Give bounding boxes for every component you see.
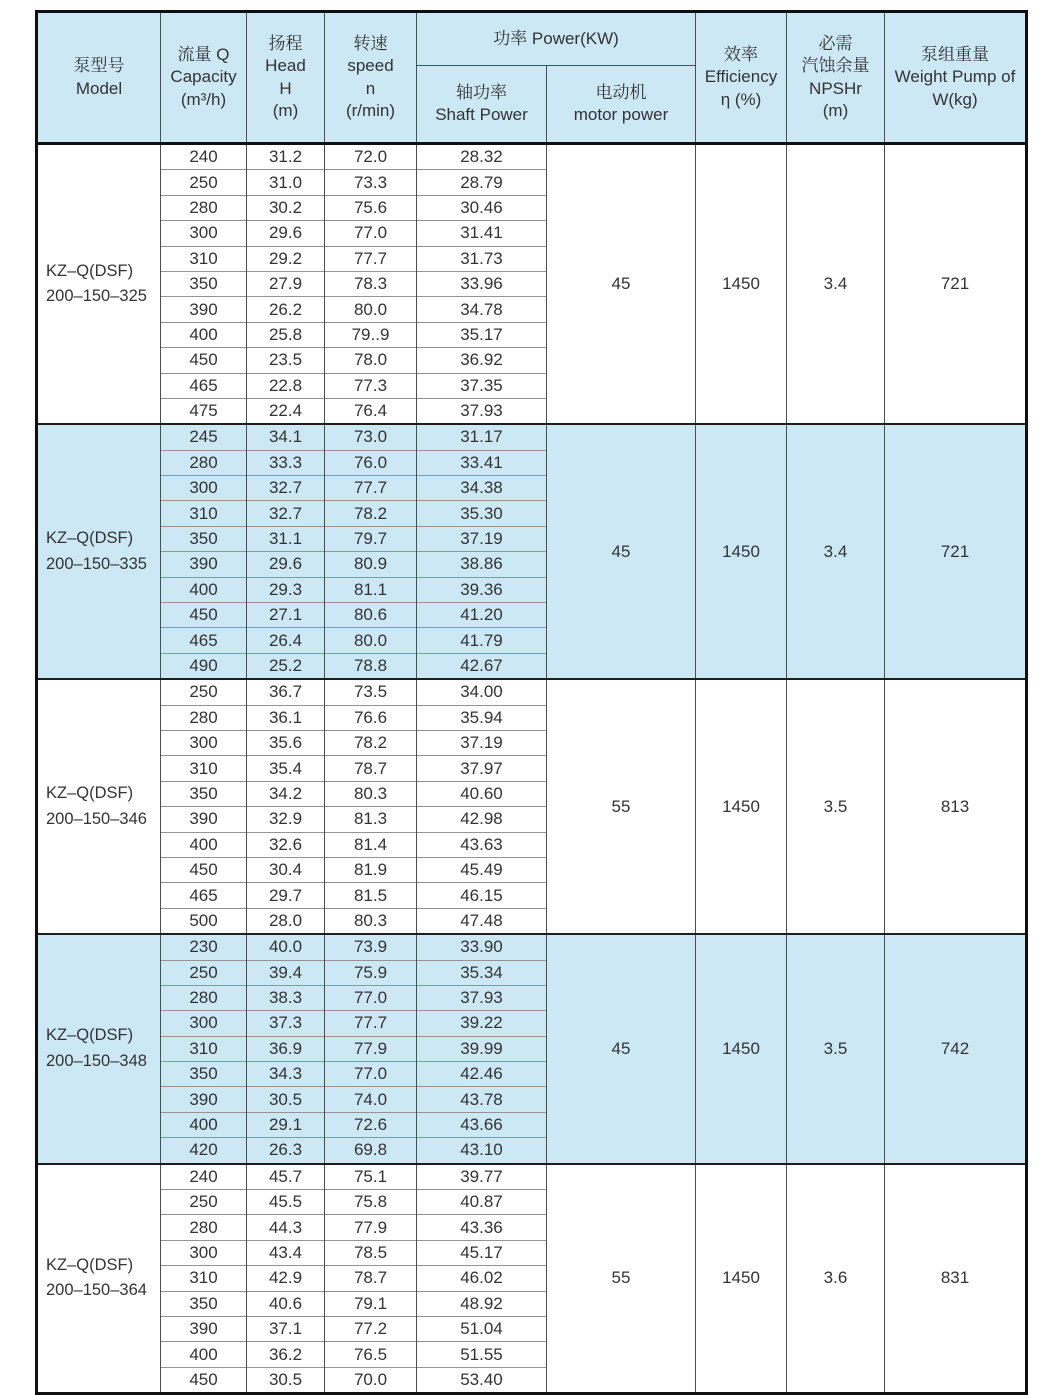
cell-head: 34.1 [247,424,325,450]
table-header [37,12,1027,144]
cell-head: 44.3 [247,1215,325,1240]
cell-head: 36.2 [247,1342,325,1367]
cell-head: 30.4 [247,857,325,882]
cell-weight: 742 [885,934,1027,1164]
cell-head: 32.7 [247,476,325,501]
cell-capacity: 400 [161,1342,247,1367]
cell-head: 36.7 [247,679,325,705]
cell-head: 26.3 [247,1138,325,1164]
cell-capacity: 250 [161,170,247,195]
cell-shaft-power: 34.38 [417,476,547,501]
cell-shaft-power: 37.19 [417,730,547,755]
header-weight: 泵组重量 Weight Pump of W(kg) [885,12,1027,144]
cell-shaft-power: 43.36 [417,1215,547,1240]
cell-head: 35.6 [247,730,325,755]
cell-capacity: 240 [161,144,247,170]
cell-model: KZ–Q(DSF) 200–150–346 [37,679,161,934]
cell-speed: 77.7 [325,246,417,271]
header-efficiency: 效率 Efficiency η (%) [696,12,787,144]
cell-capacity: 240 [161,1164,247,1190]
cell-capacity: 450 [161,603,247,628]
pump-specification-table [35,10,1028,1395]
cell-capacity: 350 [161,781,247,806]
cell-speed: 78.8 [325,653,417,679]
cell-head: 35.4 [247,756,325,781]
cell-speed: 79.1 [325,1291,417,1316]
cell-shaft-power: 37.93 [417,398,547,424]
header-power-group: 功率 Power(KW) [417,12,696,66]
header-motor-power: 电动机 motor power [547,66,696,144]
cell-speed: 78.5 [325,1240,417,1265]
cell-capacity: 400 [161,322,247,347]
cell-shaft-power: 33.41 [417,450,547,475]
cell-speed: 75.6 [325,195,417,220]
cell-capacity: 310 [161,1036,247,1061]
cell-capacity: 390 [161,807,247,832]
cell-head: 23.5 [247,348,325,373]
cell-capacity: 230 [161,934,247,960]
cell-capacity: 400 [161,1112,247,1137]
cell-head: 29.1 [247,1112,325,1137]
cell-shaft-power: 34.00 [417,679,547,705]
cell-capacity: 450 [161,1367,247,1393]
table-row [37,424,1027,450]
cell-shaft-power: 46.15 [417,883,547,908]
cell-model: KZ–Q(DSF) 200–150–335 [37,424,161,679]
table-row [37,1164,1027,1190]
cell-head: 45.5 [247,1190,325,1215]
cell-speed: 78.3 [325,271,417,296]
cell-head: 32.7 [247,501,325,526]
cell-shaft-power: 39.99 [417,1036,547,1061]
cell-shaft-power: 37.93 [417,985,547,1010]
cell-head: 30.2 [247,195,325,220]
cell-capacity: 350 [161,1062,247,1087]
cell-head: 31.1 [247,526,325,551]
cell-speed: 80.9 [325,552,417,577]
cell-head: 29.2 [247,246,325,271]
cell-capacity: 465 [161,373,247,398]
cell-motor-power: 45 [547,424,696,679]
cell-speed: 81.5 [325,883,417,908]
cell-shaft-power: 41.79 [417,628,547,653]
cell-speed: 77.7 [325,1011,417,1036]
cell-head: 27.1 [247,603,325,628]
cell-head: 39.4 [247,960,325,985]
cell-head: 38.3 [247,985,325,1010]
cell-capacity: 465 [161,628,247,653]
cell-model: KZ–Q(DSF) 200–150–364 [37,1164,161,1394]
table-row [37,934,1027,960]
cell-capacity: 500 [161,908,247,934]
cell-head: 30.5 [247,1087,325,1112]
cell-shaft-power: 42.98 [417,807,547,832]
header-npshr: 必需 汽蚀余量 NPSHr (m) [787,12,885,144]
cell-shaft-power: 38.86 [417,552,547,577]
cell-speed: 77.0 [325,1062,417,1087]
cell-speed: 73.5 [325,679,417,705]
cell-shaft-power: 33.90 [417,934,547,960]
cell-shaft-power: 37.19 [417,526,547,551]
cell-head: 27.9 [247,271,325,296]
cell-head: 37.1 [247,1316,325,1341]
cell-speed: 73.9 [325,934,417,960]
cell-speed: 80.6 [325,603,417,628]
cell-head: 43.4 [247,1240,325,1265]
cell-capacity: 280 [161,705,247,730]
cell-efficiency: 1450 [696,1164,787,1394]
cell-speed: 78.7 [325,1266,417,1291]
cell-shaft-power: 33.96 [417,271,547,296]
cell-capacity: 300 [161,1011,247,1036]
cell-shaft-power: 41.20 [417,603,547,628]
cell-head: 29.6 [247,221,325,246]
cell-weight: 721 [885,144,1027,425]
cell-capacity: 490 [161,653,247,679]
cell-head: 26.4 [247,628,325,653]
cell-speed: 76.6 [325,705,417,730]
cell-npshr: 3.4 [787,424,885,679]
cell-shaft-power: 40.87 [417,1190,547,1215]
cell-efficiency: 1450 [696,679,787,934]
cell-capacity: 390 [161,552,247,577]
cell-head: 29.7 [247,883,325,908]
cell-shaft-power: 37.35 [417,373,547,398]
cell-speed: 75.1 [325,1164,417,1190]
cell-shaft-power: 47.48 [417,908,547,934]
cell-shaft-power: 37.97 [417,756,547,781]
cell-speed: 69.8 [325,1138,417,1164]
cell-shaft-power: 45.17 [417,1240,547,1265]
cell-speed: 79..9 [325,322,417,347]
cell-capacity: 250 [161,1190,247,1215]
cell-speed: 73.0 [325,424,417,450]
cell-capacity: 420 [161,1138,247,1164]
cell-capacity: 280 [161,450,247,475]
cell-head: 30.5 [247,1367,325,1393]
cell-speed: 78.2 [325,501,417,526]
cell-head: 36.1 [247,705,325,730]
cell-speed: 81.1 [325,577,417,602]
cell-speed: 72.0 [325,144,417,170]
cell-efficiency: 1450 [696,424,787,679]
cell-head: 40.0 [247,934,325,960]
cell-speed: 81.9 [325,857,417,882]
cell-shaft-power: 35.34 [417,960,547,985]
cell-shaft-power: 43.10 [417,1138,547,1164]
cell-speed: 79.7 [325,526,417,551]
cell-capacity: 310 [161,246,247,271]
cell-capacity: 310 [161,756,247,781]
cell-capacity: 400 [161,577,247,602]
cell-head: 22.4 [247,398,325,424]
cell-shaft-power: 42.67 [417,653,547,679]
cell-shaft-power: 28.79 [417,170,547,195]
cell-head: 32.6 [247,832,325,857]
cell-capacity: 350 [161,1291,247,1316]
cell-speed: 76.4 [325,398,417,424]
cell-shaft-power: 39.36 [417,577,547,602]
cell-head: 40.6 [247,1291,325,1316]
cell-head: 29.3 [247,577,325,602]
table-row [37,144,1027,170]
cell-npshr: 3.6 [787,1164,885,1394]
cell-speed: 78.0 [325,348,417,373]
header-head: 扬程 Head H (m) [247,12,325,144]
cell-head: 26.2 [247,297,325,322]
cell-speed: 77.7 [325,476,417,501]
cell-motor-power: 45 [547,144,696,425]
cell-shaft-power: 45.49 [417,857,547,882]
header-shaft-power: 轴功率 Shaft Power [417,66,547,144]
cell-capacity: 465 [161,883,247,908]
cell-capacity: 310 [161,501,247,526]
cell-speed: 77.2 [325,1316,417,1341]
cell-weight: 721 [885,424,1027,679]
cell-speed: 81.4 [325,832,417,857]
cell-npshr: 3.5 [787,934,885,1164]
cell-capacity: 280 [161,985,247,1010]
cell-capacity: 390 [161,1316,247,1341]
cell-speed: 77.9 [325,1036,417,1061]
cell-speed: 77.9 [325,1215,417,1240]
header-capacity: 流量 Q Capacity (m³/h) [161,12,247,144]
cell-capacity: 350 [161,271,247,296]
cell-shaft-power: 51.04 [417,1316,547,1341]
cell-shaft-power: 31.73 [417,246,547,271]
cell-speed: 80.3 [325,908,417,934]
cell-shaft-power: 43.63 [417,832,547,857]
cell-speed: 76.0 [325,450,417,475]
cell-speed: 80.3 [325,781,417,806]
header-speed: 转速 speed n (r/min) [325,12,417,144]
cell-shaft-power: 51.55 [417,1342,547,1367]
cell-shaft-power: 30.46 [417,195,547,220]
cell-capacity: 280 [161,195,247,220]
cell-shaft-power: 40.60 [417,781,547,806]
cell-shaft-power: 39.22 [417,1011,547,1036]
cell-speed: 70.0 [325,1367,417,1393]
cell-head: 33.3 [247,450,325,475]
cell-speed: 78.2 [325,730,417,755]
cell-shaft-power: 34.78 [417,297,547,322]
cell-model: KZ–Q(DSF) 200–150–348 [37,934,161,1164]
cell-speed: 77.0 [325,985,417,1010]
cell-efficiency: 1450 [696,934,787,1164]
cell-head: 28.0 [247,908,325,934]
cell-shaft-power: 35.30 [417,501,547,526]
cell-head: 22.8 [247,373,325,398]
cell-speed: 76.5 [325,1342,417,1367]
cell-capacity: 250 [161,960,247,985]
cell-shaft-power: 46.02 [417,1266,547,1291]
cell-weight: 831 [885,1164,1027,1394]
cell-head: 37.3 [247,1011,325,1036]
cell-shaft-power: 42.46 [417,1062,547,1087]
cell-capacity: 310 [161,1266,247,1291]
cell-capacity: 300 [161,730,247,755]
cell-capacity: 450 [161,857,247,882]
cell-capacity: 450 [161,348,247,373]
cell-capacity: 300 [161,1240,247,1265]
cell-speed: 74.0 [325,1087,417,1112]
cell-speed: 78.7 [325,756,417,781]
cell-head: 34.2 [247,781,325,806]
cell-head: 31.2 [247,144,325,170]
cell-capacity: 400 [161,832,247,857]
cell-speed: 81.3 [325,807,417,832]
cell-motor-power: 55 [547,679,696,934]
cell-head: 31.0 [247,170,325,195]
cell-capacity: 300 [161,221,247,246]
cell-capacity: 245 [161,424,247,450]
table-row [37,679,1027,705]
cell-shaft-power: 35.17 [417,322,547,347]
cell-speed: 77.3 [325,373,417,398]
table-body [37,144,1027,1394]
cell-speed: 75.9 [325,960,417,985]
cell-capacity: 250 [161,679,247,705]
cell-head: 25.8 [247,322,325,347]
cell-head: 45.7 [247,1164,325,1190]
cell-capacity: 475 [161,398,247,424]
cell-shaft-power: 48.92 [417,1291,547,1316]
cell-shaft-power: 35.94 [417,705,547,730]
cell-capacity: 390 [161,1087,247,1112]
cell-shaft-power: 39.77 [417,1164,547,1190]
cell-head: 34.3 [247,1062,325,1087]
cell-capacity: 390 [161,297,247,322]
cell-shaft-power: 43.66 [417,1112,547,1137]
cell-npshr: 3.4 [787,144,885,425]
cell-head: 32.9 [247,807,325,832]
cell-motor-power: 45 [547,934,696,1164]
cell-capacity: 350 [161,526,247,551]
cell-shaft-power: 43.78 [417,1087,547,1112]
header-model: 泵型号 Model [37,12,161,144]
cell-efficiency: 1450 [696,144,787,425]
cell-shaft-power: 31.17 [417,424,547,450]
cell-head: 36.9 [247,1036,325,1061]
cell-npshr: 3.5 [787,679,885,934]
cell-weight: 813 [885,679,1027,934]
cell-speed: 80.0 [325,297,417,322]
cell-head: 42.9 [247,1266,325,1291]
cell-speed: 80.0 [325,628,417,653]
cell-shaft-power: 28.32 [417,144,547,170]
cell-shaft-power: 31.41 [417,221,547,246]
cell-motor-power: 55 [547,1164,696,1394]
cell-capacity: 280 [161,1215,247,1240]
cell-head: 29.6 [247,552,325,577]
cell-head: 25.2 [247,653,325,679]
cell-shaft-power: 53.40 [417,1367,547,1393]
cell-speed: 77.0 [325,221,417,246]
cell-shaft-power: 36.92 [417,348,547,373]
cell-capacity: 300 [161,476,247,501]
cell-speed: 75.8 [325,1190,417,1215]
cell-model: KZ–Q(DSF) 200–150–325 [37,144,161,425]
cell-speed: 73.3 [325,170,417,195]
cell-speed: 72.6 [325,1112,417,1137]
